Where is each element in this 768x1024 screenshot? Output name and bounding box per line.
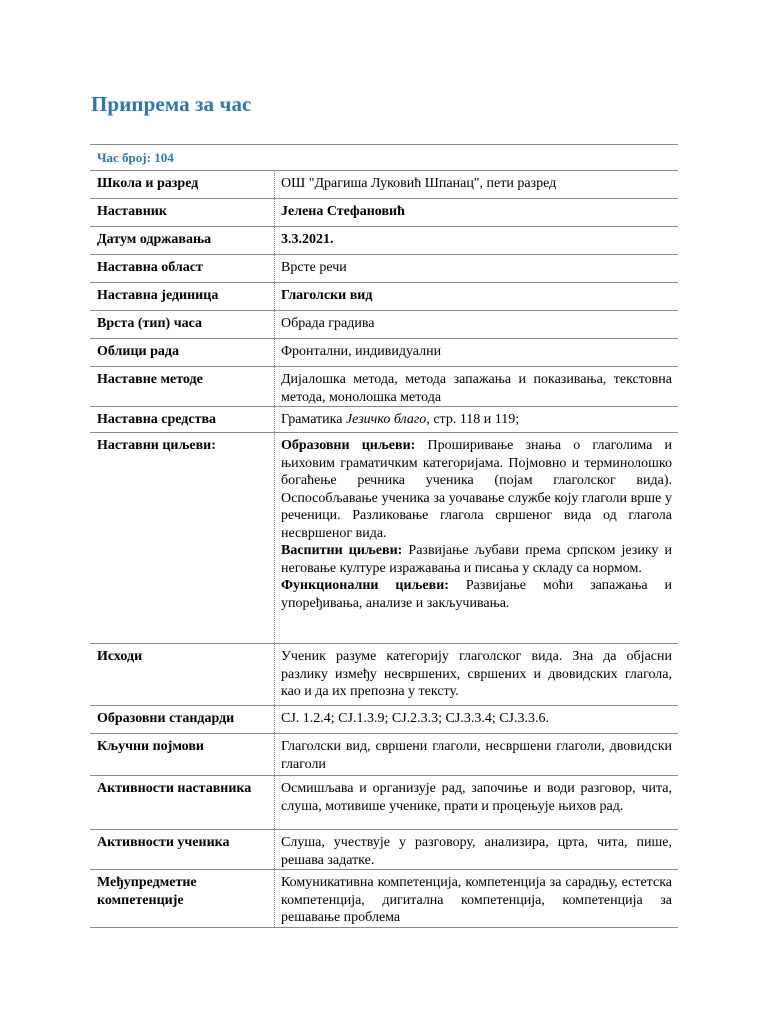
table-row [90, 367, 678, 407]
table-row [90, 706, 678, 734]
table-row [90, 311, 678, 339]
educational-goals [281, 437, 672, 542]
goal-text: Развијање љубави према српском језику и неговање културе изражавања и писања у складу са нормом. [281, 543, 672, 576]
row-label-date: Датум одржавања [90, 227, 275, 255]
row-value-lesson-unit: Глаголски вид [275, 283, 679, 311]
row-label-competencies: Међупредметне компетенције [90, 870, 275, 928]
row-value-teaching-aids [275, 407, 679, 433]
row-value-date: 3.3.2021. [275, 227, 679, 255]
functional-goals [281, 577, 672, 612]
table-row [90, 255, 678, 283]
row-value-key-terms: Глаголски вид, свршени глаголи, несвршени глаголи, двовидски глаголи [275, 734, 679, 776]
upbringing-goals [281, 542, 672, 577]
table-row [90, 199, 678, 227]
row-label-goals: Наставни циљеви: [90, 433, 275, 644]
table-row [90, 830, 678, 870]
row-label-methods: Наставне методе [90, 367, 275, 407]
row-value-goals [275, 433, 679, 644]
row-value-lesson-type: Обрада градива [275, 311, 679, 339]
table-row [90, 339, 678, 367]
textbook-title: Језичко благо [345, 412, 427, 427]
row-value-teacher-activities: Осмишљава и организује рад, започиње и води разговор, чита, слуша, мотивише ученике, прати и процењује њихов рад. [275, 776, 679, 830]
table-row [90, 433, 678, 644]
row-value-standards: СЈ. 1.2.4; СЈ.1.3.9; СЈ.2.3.3; СЈ.3.3.4; СЈ.3.3.6. [275, 706, 679, 734]
table-row [90, 171, 678, 199]
table-row [90, 407, 678, 433]
goal-text: Проширивање знања о глаголима и њиховим граматичким категоријама. Појмовно и терминолошко богаћење речника ученика (појам глаголског вида). Оспособљавање ученика за уочавање службе коју глаголи врше у реченици. Разликовање глагола свршеног вида од глагола несвршеног вида. [281, 438, 672, 541]
row-value-methods: Дијалошка метода, метода запажања и показивања, текстовна метода, монолошка метода [275, 367, 679, 407]
lesson-plan-table [90, 144, 678, 928]
row-value-student-activities: Слуша, учествује у разговору, анализира, црта, чита, пише, решава задатке. [275, 830, 679, 870]
row-label-student-activities: Активности ученика [90, 830, 275, 870]
row-label-teacher-activities: Активности наставника [90, 776, 275, 830]
row-value-school: ОШ "Драгиша Луковић Шпанац", пети разред [275, 171, 679, 199]
teaching-aids-pages: , стр. 118 и 119; [426, 412, 520, 427]
row-value-outcomes: Ученик разуме категорију глаголског вида. Зна да објасни разлику између несвршених, свршених и двовидских глагола, као и да их препозна у тексту. [275, 644, 679, 706]
row-label-key-terms: Кључни појмови [90, 734, 275, 776]
table-row [90, 870, 678, 928]
goal-heading: Образовни циљеви: [281, 438, 416, 453]
row-value-subject-area: Врсте речи [275, 255, 679, 283]
goal-heading: Васпитни циљеви: [281, 543, 403, 558]
table-row [90, 227, 678, 255]
row-label-teaching-aids: Наставна средства [90, 407, 275, 433]
row-label-outcomes: Исходи [90, 644, 275, 706]
row-value-work-forms: Фронтални, индивидуални [275, 339, 679, 367]
table-row [90, 776, 678, 830]
table-row [90, 734, 678, 776]
page-title: Припрема за час [91, 92, 252, 116]
row-label-school: Школа и разред [90, 171, 275, 199]
row-label-standards: Образовни стандарди [90, 706, 275, 734]
row-label-teacher: Наставник [90, 199, 275, 227]
lesson-number-row [90, 145, 678, 171]
row-label-work-forms: Облици рада [90, 339, 275, 367]
row-value-competencies: Комуникативна компетенција, компетенција за сарадњу, естетска компетенција, дигитална компетенција, компетенција за решавање проблема [275, 870, 679, 928]
table-row [90, 644, 678, 706]
goal-text: Развијање моћи запажања и упоређивања, анализе и закључивања. [281, 578, 672, 611]
row-label-lesson-unit: Наставна јединица [90, 283, 275, 311]
teaching-aids-text: Граматика [281, 412, 346, 427]
row-label-subject-area: Наставна област [90, 255, 275, 283]
row-value-teacher: Јелена Стефановић [275, 199, 679, 227]
lesson-number: Час број: 104 [90, 145, 678, 171]
table-row [90, 283, 678, 311]
row-label-lesson-type: Врста (тип) часа [90, 311, 275, 339]
goal-heading: Функционални циљеви: [281, 578, 449, 593]
